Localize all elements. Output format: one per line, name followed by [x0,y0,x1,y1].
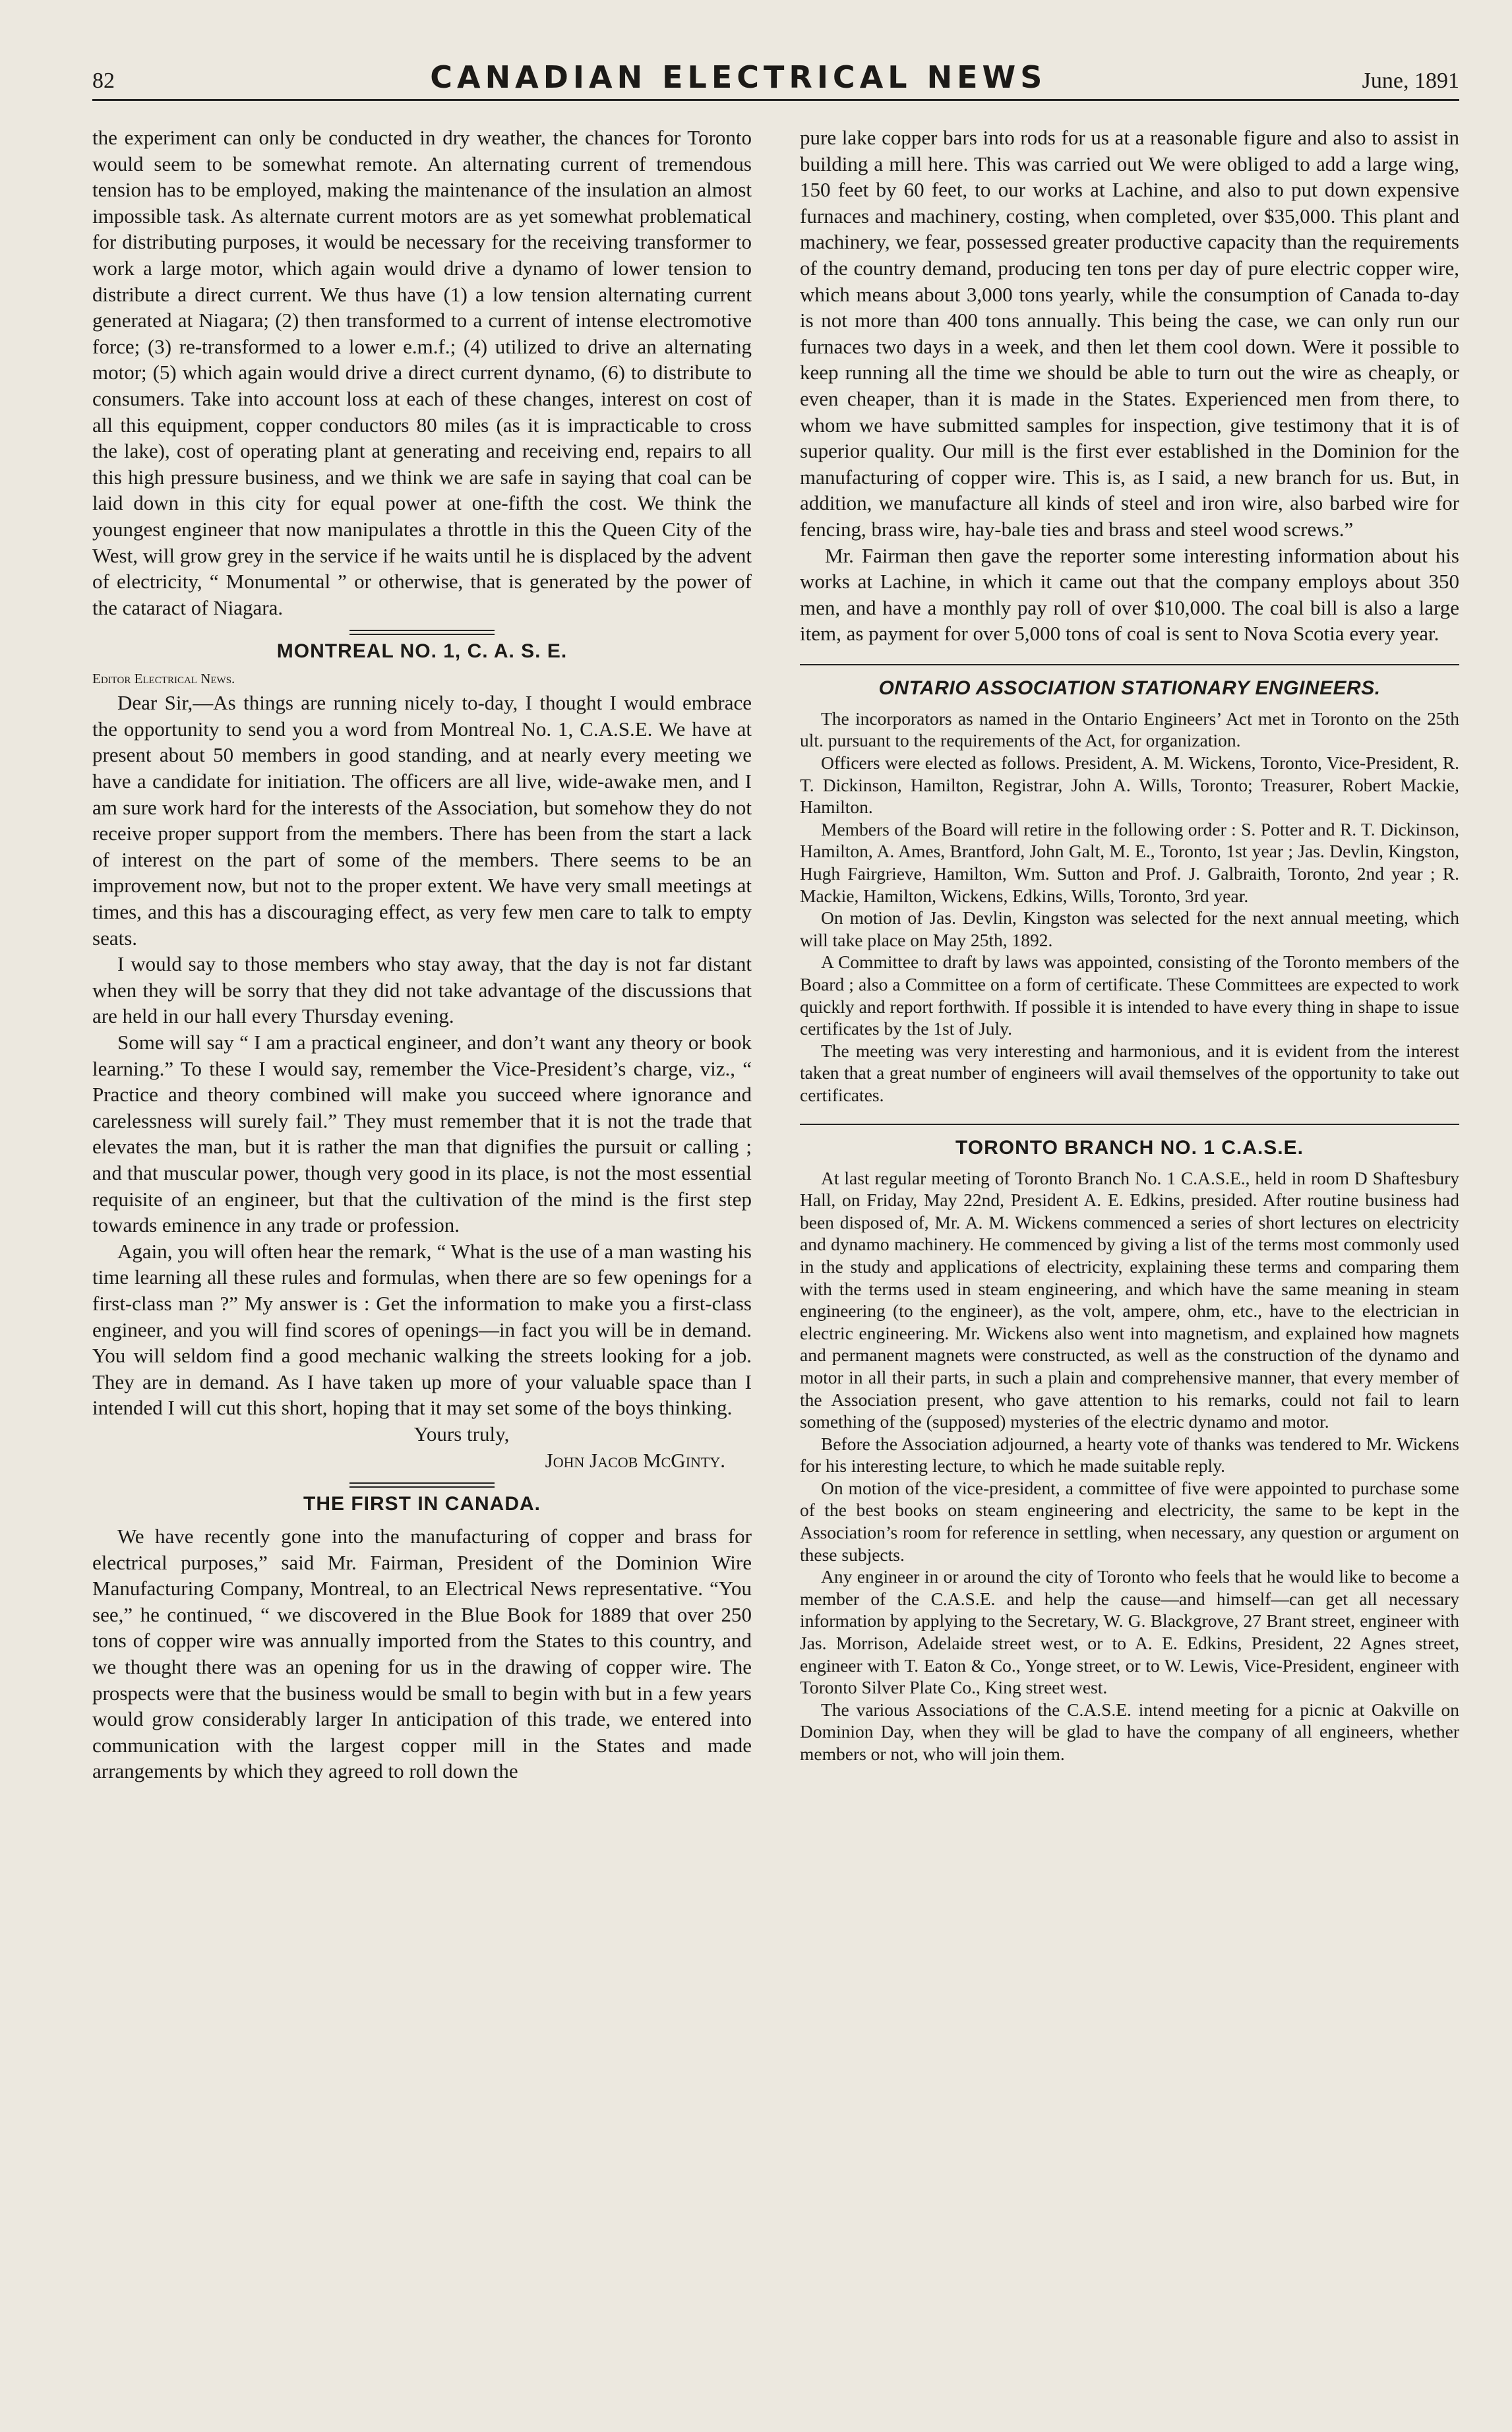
toronto-paragraph: Before the Association adjourned, a hearty vote of thanks was tendered to Mr. Wickens for his interesting lecture, to which he made suitable reply. [800,1433,1459,1476]
ontario-paragraph: A Committee to draft by laws was appointed, consisting of the Toronto members of the Board ; also a Committee on a form of certificate. These Committees are expected to work quickly and report forthwith. If possible it is intended to have every thing in shape to issue certificates by the 1st of July. [800,952,1459,1039]
page-number: 82 [92,69,115,93]
toronto-paragraph: Any engineer in or around the city of Toronto who feels that he would like to become a member of the C.A.S.E. and help the cause—and himself—can get all necessary information by applying to the Secretary, W. G. Blackgrove, 27 Brant street, engineer with Jas. Morrison, Adelaide street west, or to A. E. Edkins, President, 22 Agnes street, engineer with T. Eaton & Co., Yonge street, or to W. Lewis, Vice-President, engineer with Toronto Silver Plate Co., King street west. [800,1566,1459,1698]
article-paragraph: We have recently gone into the manufacturing of copper and brass for electrical purposes,” said Mr. Fairman, President of the Dominion Wire Manufacturing Company, Montreal, to an Electrical News representative. “You see,” he continued, “ we discovered in the Blue Book for 1889 that over 250 tons of copper wire was annually imported from the States to this country, and we thought there was an opening for us in the drawing of copper wire. The prospects were that the business would be small to begin with but in a few years would grow considerably larger In anticipation of this trade, we entered into communication with the largest copper mill in the States and made arrangements by which they agreed to roll down the [92,1525,752,1783]
letter-closing: Yours truly, [413,1422,510,1445]
section-divider [349,630,495,635]
continued-article-text: the experiment can only be conducted in dry weather, the chances for Toronto would seem to be somewhat remote. An alternating current of tremendous tension has to be employed, making the maintenance of the insulation an almost impossible task. As alternate current motors are as yet somewhat problematical for distributing purposes, it would be necessary for the receiving transformer to work a large motor, which again would drive a dynamo of lower tension to distribute a direct current. We thus have (1) a low tension alternating current generated at Niagara; (2) then transformed to a current of intense electromotive force; (3) re-transformed to a lower e.m.f.; (4) utilized to drive an alternating motor; (5) which again would drive a direct current dynamo, (6) to distribute to consumers. Take into account loss at each of these changes, interest on cost of all this equipment, copper conductors 80 miles (as it is impracticable to cross the lake), cost of operating plant at generating and receiving end, repairs to all this high pressure business, and we think we are safe in saying that coal can be laid down in this city for equal power at one-fifth the cost. We think the youngest engineer that now manipulates a throttle in this the Queen City of the West, will grow grey in the service if he waits until he is displaced by the advent of electricity, “ Monumental ” or otherwise, that is generated by the power of the cataract of Niagara. [92,126,752,619]
publication-title: CANADIAN ELECTRICAL NEWS [430,59,1047,95]
section-divider [800,1124,1459,1125]
section-heading-toronto: TORONTO BRANCH NO. 1 C.A.S.E. [955,1136,1304,1159]
ontario-paragraph: Members of the Board will retire in the following order : S. Potter and R. T. Dickinson, Hamilton, A. Ames, Brantford, John Galt, M. E., Toronto, 1st year ; Jas. Devlin, Kingston, Hugh Fairgrieve, Hamilton, Wm. Sutton and Prof. J. Galbraith, Toronto, 2nd year ; R. Mackie, Hamilton, Wickens, Edkins, Wills, Toronto, 3rd year. [800,818,1459,906]
section-heading-first-in-canada: THE FIRST IN CANADA. [303,1493,541,1515]
letter-signature: John Jacob McGinty. [545,1448,725,1472]
letter-paragraph: Some will say “ I am a practical engineer, and don’t want any theory or book learning.” To these I would say, remember the Vice-President’s charge, viz., “ Practice and theory combined will make you succeed where ignorance and carelessness will surely fail.” They must remember that it is not the trade that elevates the man, but it is rather the man that dignifies the pursuit or calling ; and that muscular power, though very good in its place, is not the most essential requisite of an engineer, but that the cultivation of the mind is the first step towards eminence in any trade or profession. [92,1031,752,1237]
columns [92,125,1459,1784]
toronto-paragraph: At last regular meeting of Toronto Branch No. 1 C.A.S.E., held in room D Shaftesbury Hall, on Friday, May 22nd, President A. E. Edkins, presided. After routine business had been disposed of, Mr. A. M. Wickens commenced a series of short lectures on electricity and dynamo machinery. He commenced by giving a list of the terms most commonly used in the study and applications of electricity, explaining these terms and comparing them with the terms used in steam engineering, and which have the same meaning in steam engineering (to the engineer), as the volt, ampere, ohm, etc., have to the electrician in electric engineering. Mr. Wickens also went into magnetism, and explained how magnets and permanent magnets were constructed, as well as the construction of the dynamo and motor in all their parts, in such a plain and comprehensive manner, that every member of the Association present, who gave attention to his remarks, could not fail to learn something of the (supposed) mysteries of the electric dynamo and motor. [800,1167,1459,1432]
page-header [92,59,1459,101]
ontario-paragraph: The incorporators as named in the Ontario Engineers’ Act met in Toronto on the 25th ult. pursuant to the requirements of the Act, for organization. [800,708,1459,751]
left-column [92,125,752,1784]
section-heading-ontario: ONTARIO ASSOCIATION STATIONARY ENGINEERS. [878,677,1381,699]
ontario-paragraph: On motion of Jas. Devlin, Kingston was selected for the next annual meeting, which will take place on May 25th, 1892. [800,907,1459,950]
ontario-paragraph: The meeting was very interesting and harmonious, and it is evident from the interest taken that a great number of engineers will avail themselves of the opportunity to take out certificates. [800,1040,1459,1105]
issue-date: June, 1891 [1362,69,1459,93]
article-continuation: pure lake copper bars into rods for us at a reasonable figure and also to assist in building a mill here. This was carried out We were obliged to add a large wing, 150 feet by 60 feet, to our works at Lachine, and also to put down expensive furnaces and machinery, costing, when completed, over $35,000. This plant and machinery, we fear, possessed greater productive capacity than the requirements of the country demand, producing ten tons per day of pure electric copper wire, which means about 3,000 tons yearly, while the consumption of Canada to-day is not more than 400 tons annually. This being the case, we can only run our furnaces two days in a week, and then let them cool down. Were it possible to keep running all the time we should be able to turn out the wire as cheaply, or even cheaper, than it is made in the States. Experienced men from there, to whom we have submitted samples for inspection, give testimony that it is of superior quality. Our mill is the first ever established in the Dominion for the manufacturing of copper wire. This is, as I said, a new branch for us. But, in addition, we manufacture all kinds of steel and iron wire, also barbed wire for fencing, brass wire, hay-bale ties and brass and steel wood screws.” [800,126,1459,541]
letter-addressee: Editor Electrical News. [92,671,235,687]
toronto-paragraph: The various Associations of the C.A.S.E. intend meeting for a picnic at Oakville on Dominion Day, when they will be glad to have the company of all engineers, whether members or not, who will join them. [800,1699,1459,1764]
section-divider [349,1482,495,1488]
letter-paragraph: I would say to those members who stay away, that the day is not far distant when they will be sorry that they did not take advantage of the discussions that are held in our hall every Thursday evening. [92,952,752,1028]
letter-paragraph: Dear Sir,—As things are running nicely to-day, I thought I would embrace the opportunity to send you a word from Montreal No. 1, C.A.S.E. We have at present about 50 members in good standing, and at nearly every meeting we have a candidate for initiation. The officers are all live, wide-awake men, and I am sure work hard for the interests of the Association, but somehow they do not receive proper support from the members. There has been from the start a lack of interest on the part of some of the members. There seems to be an improvement now, but not to the proper extent. We have very small meetings at times, and this has a discouraging effect, as very few men care to talk to empty seats. [92,691,752,950]
letter-paragraph: Again, you will often hear the remark, “ What is the use of a man wasting his time learning all these rules and formulas, when there are so few openings for a first-class man ?” My answer is : Get the information to make you a first-class engineer, and you will find scores of openings—in fact you will be in demand. You will seldom find a good mechanic walking the streets looking for a job. They are in demand. As I have taken up more of your valuable space than I intended I will cut this short, hoping that it may set some of the boys thinking. [92,1239,752,1420]
section-divider [800,664,1459,665]
section-heading-montreal: MONTREAL NO. 1, C. A. S. E. [276,640,568,663]
right-column [800,125,1459,1784]
article-paragraph: Mr. Fairman then gave the reporter some interesting information about his works at Lachine, in which it came out that the company employs about 350 men, and have a monthly pay roll of over $10,000. The coal bill is also a large item, as payment for over 5,000 tons of coal is sent to Nova Scotia every year. [800,543,1459,646]
toronto-paragraph: On motion of the vice-president, a committee of five were appointed to purchase some of the best books on steam engineering and electricity, the same to be kept in the Association’s room for reference in settling, when necessary, any question or argument on these subjects. [800,1477,1459,1565]
ontario-paragraph: Officers were elected as follows. President, A. M. Wickens, Toronto, Vice-President, R. T. Dickinson, Hamilton, Registrar, John A. Wills, Toronto; Treasurer, Robert Mackie, Hamilton. [800,752,1459,818]
